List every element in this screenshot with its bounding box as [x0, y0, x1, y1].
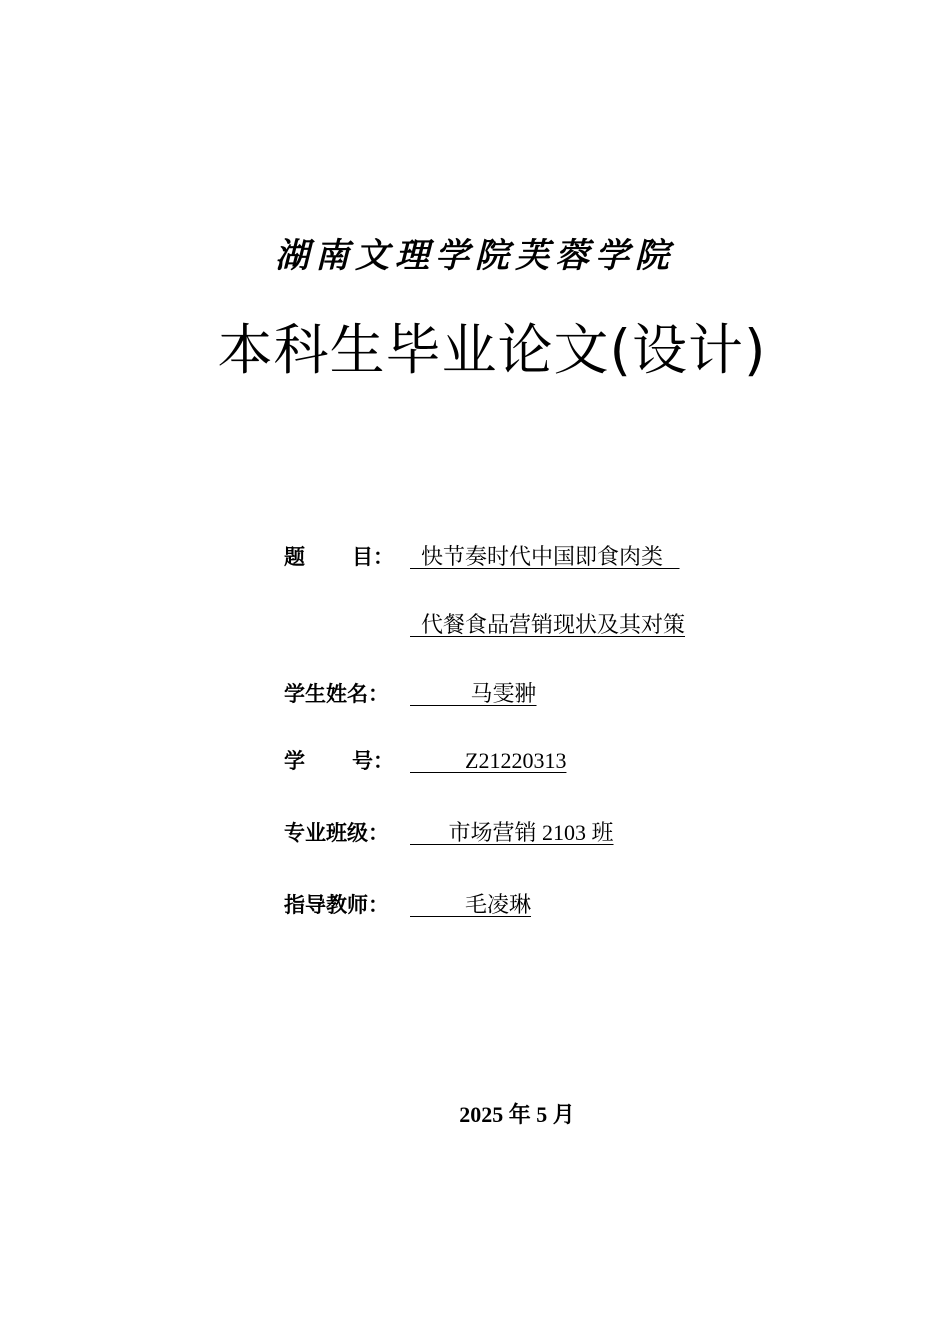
- college-name: 湖南文理学院芙蓉学院: [275, 236, 675, 276]
- student-id-label: 学 号：: [284, 749, 394, 773]
- advisor-label: 指导教师：: [284, 893, 389, 917]
- student-id-field: [284, 745, 566, 777]
- advisor-value: 毛凌琳: [410, 892, 532, 917]
- topic-label: 题 目：: [284, 545, 394, 569]
- major-class-field: [284, 816, 614, 848]
- student-name-field: [284, 677, 537, 709]
- topic-value-line2: 代餐食品营销现状及其对策: [410, 612, 686, 637]
- topic-field-continued: [284, 608, 685, 640]
- topic-value-line1: 快节奏时代中国即食肉类: [410, 544, 680, 569]
- major-class-value: 市场营销 2103 班: [410, 820, 614, 845]
- student-name-value: 马雯翀: [410, 681, 537, 706]
- thesis-type-title: 本科生毕业论文(设计): [217, 318, 767, 382]
- submission-date: 2025 年 5 月: [459, 1102, 575, 1127]
- major-class-label: 专业班级：: [284, 821, 389, 845]
- student-name-label: 学生姓名：: [284, 682, 389, 706]
- student-id-value: Z21220313: [410, 748, 567, 773]
- advisor-field: [284, 888, 531, 920]
- topic-field: [284, 540, 680, 572]
